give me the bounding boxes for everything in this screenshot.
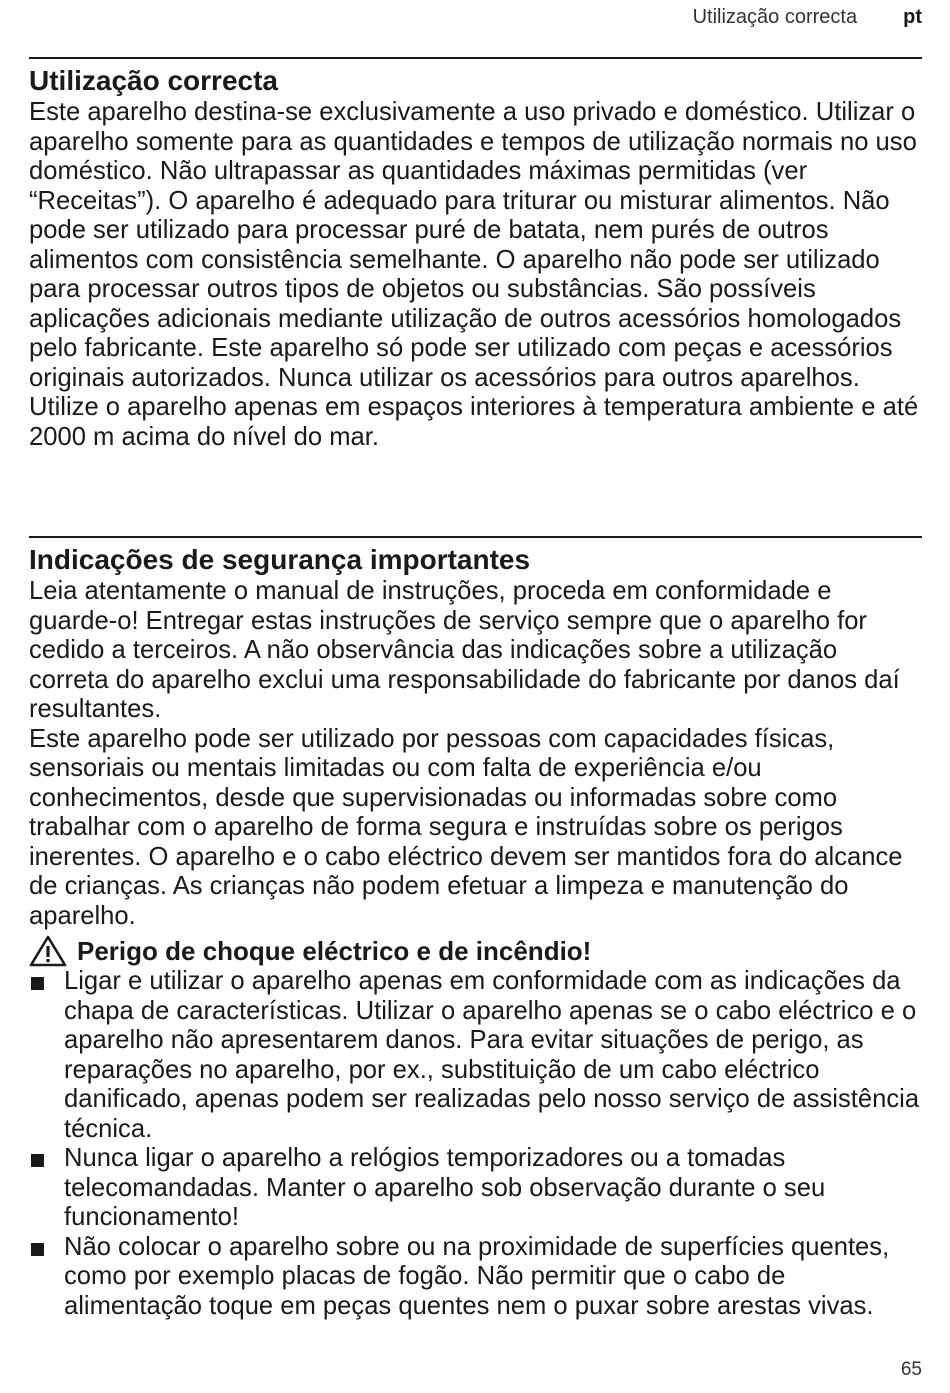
- paragraph-safety-2: Este aparelho pode ser utilizado por pessoas com capacidades físicas, sensoriais ou mentais limitadas ou com falta de experiência e/ou conhecimentos, desde que supervisionadas ou informadas sobre como trabalhar com o aparelho de forma segura e instruídas sobre os perigos inerentes. O aparelho e o cabo eléctrico devem ser mantidos fora do alcance de crianças. As crianças não podem efetuar a limpeza e manutenção do aparelho.: [29, 724, 903, 930]
- section-title-intended-use: Utilização correcta: [29, 65, 278, 96]
- section-intended-use: [29, 64, 922, 452]
- header-title: Utilização correcta: [692, 6, 858, 28]
- page-number: 65: [900, 1359, 922, 1380]
- paragraph-intended-use-2: Utilize o aparelho apenas em espaços interiores à temperatura ambiente e até 2000 m acima do nível do mar.: [29, 393, 919, 451]
- bullet-square-icon: [31, 1154, 44, 1167]
- running-header: [29, 6, 922, 32]
- header-language: pt: [903, 6, 922, 28]
- warning-heading: [29, 935, 922, 967]
- bullet-text: Não colocar o aparelho sobre ou na proximidade de superfícies quentes, como por exemplo placas de fogão. Não permitir que o cabo de alimentação toque em peças quentes nem o puxar sobre arestas vivas.: [64, 1232, 890, 1320]
- bullet-square-icon: [31, 977, 44, 990]
- bullet-text: Nunca ligar o aparelho a relógios temporizadores ou a tomadas telecomandadas. Manter o aparelho sob observação durante o seu funcionamento!: [64, 1144, 826, 1231]
- warning-triangle-icon: [29, 935, 67, 967]
- paragraph-safety-1: Leia atentamente o manual de instruções, proceda em conformidade e guarde-o! Entregar estas instruções de serviço sempre que o aparelho for cedido a terceiros. A não observância das indicações sobre a utilização correta do aparelho exclui uma responsabilidade do fabricante por danos daí resultantes.: [29, 577, 900, 723]
- section-divider-middle: [29, 536, 922, 538]
- warning-bullet-list: [29, 967, 922, 1321]
- list-item: [29, 967, 922, 1144]
- list-item: [29, 1144, 922, 1233]
- bullet-square-icon: [31, 1243, 44, 1256]
- paragraph-intended-use-1: Este aparelho destina-se exclusivamente a uso privado e doméstico. Utilizar o aparelho somente para as quantidades e tempos de utilização normais no uso doméstico. Não ultrapassar as quantidades máximas permitidas (ver “Receitas”). O aparelho é adequado para triturar ou misturar alimentos. Não pode ser utilizado para processar puré de batata, nem purés de outros alimentos com consistência semelhante. O aparelho não pode ser utilizado para processar outros tipos de objetos ou substâncias. São possíveis aplicações adicionais mediante utilização de outros acessórios homologados pelo fabricante. Este aparelho só pode ser utilizado com peças e acessórios originais autorizados. Nunca utilizar os acessórios para outros aparelhos.: [29, 98, 917, 392]
- warning-title-text: Perigo de choque eléctrico e de incêndio!: [77, 936, 592, 966]
- bullet-text: Ligar e utilizar o aparelho apenas em conformidade com as indicações da chapa de características. Utilizar o aparelho apenas se o cabo eléctrico e o aparelho não apresentarem danos. Para evitar situações de perigo, as reparações no aparelho, por ex., substituição de um cabo eléctrico danificado, apenas podem ser realizadas pelo nosso serviço de assistência técnica.: [64, 967, 920, 1143]
- section-title-safety: Indicações de segurança importantes: [29, 544, 531, 575]
- section-divider-top: [29, 57, 922, 59]
- list-item: [29, 1233, 922, 1322]
- section-safety: [29, 543, 922, 1321]
